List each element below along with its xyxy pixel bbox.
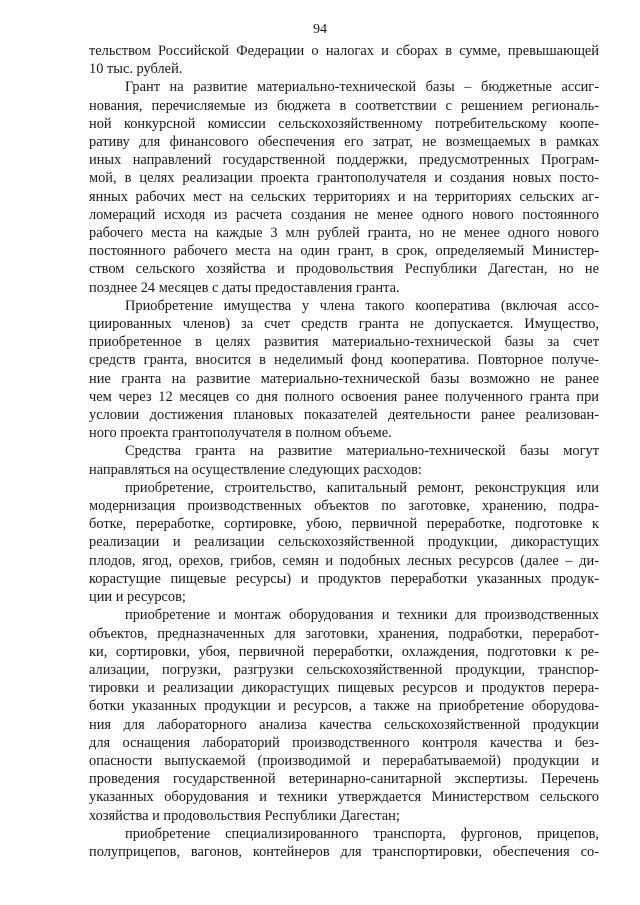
paragraph: [89, 42, 599, 78]
text-line: янных рабочих мест на сельских территориях и на территориях сельских аг-: [89, 188, 599, 205]
paragraph: [89, 297, 599, 443]
text-line: ния для лабораторного анализа качества сельскохозяйственной продукции: [89, 716, 599, 733]
text-line: модернизация производственных объектов по заготовке, хранению, подра-: [89, 498, 599, 515]
text-line: циированных членов) за счет средств гранта не допускается. Имущество,: [89, 316, 599, 333]
paragraph: [89, 479, 599, 606]
text-line: чем через 12 месяцев со дня полного освоения ранее полученного гранта при: [89, 388, 599, 405]
text-line: ративу для финансового обеспечения его затрат, не возмещаемых в рамках: [89, 134, 599, 151]
text-line: приобретение специализированного транспорта, фургонов, прицепов,: [125, 825, 599, 842]
text-line: плодов, ягод, орехов, грибов, семян и подобных лесных ресурсов (далее – ди-: [89, 552, 599, 569]
text-line: тельством Российской Федерации о налогах и сборах в сумме, превышающей: [89, 43, 599, 59]
text-line: Грант на развитие материально-технической базы – бюджетные ассиг-: [125, 79, 599, 96]
paragraph: [89, 442, 599, 478]
text-line: ломераций исходя из расчета создания не менее одного нового постоянного: [89, 206, 599, 223]
text-line: рабочего места на каждые 3 млн рублей гранта, но не менее одного нового: [89, 225, 599, 242]
paragraph: [89, 825, 599, 861]
text-line: ции и ресурсов;: [89, 589, 186, 606]
text-line: тировки и реализации дикорастущих пищевых ресурсов и продуктов перера-: [89, 680, 599, 697]
text-line: Приобретение имущества у члена такого кооператива (включая ассо-: [125, 297, 599, 314]
text-line: ализации, погрузки, разгрузки сельскохозяйственной продукции, транспор-: [89, 661, 599, 678]
text-line: ботке, переработке, сортировке, убою, первичной переработке, подготовке к: [89, 516, 599, 533]
text-line: опасности выпускаемой (производимой и перерабатываемой) продукции и: [89, 752, 599, 769]
text-line: постоянного рабочего места на один грант, в срок, определяемый Министер-: [89, 243, 599, 260]
text-line: ки, сортировки, убоя, первичной переработки, охлаждения, подготовки к ре-: [89, 643, 599, 660]
text-line: указанных оборудования и техники утверждается Министерством сельского: [89, 789, 599, 806]
paragraph: [89, 78, 599, 296]
text-line: иных направлений государственной поддержки, предусмотренных Програм-: [89, 152, 599, 169]
text-line: для оснащения лабораторий производственного контроля качества и без-: [89, 734, 599, 751]
text-line: Средства гранта на развитие материально-технической базы могут: [125, 443, 599, 460]
text-line: хозяйства и продовольствия Республики Дагестан;: [89, 807, 400, 824]
text-line: позднее 24 месяцев с даты предоставления гранта.: [89, 279, 400, 296]
text-line: направляться на осуществление следующих расходов:: [89, 461, 422, 478]
text-line: ного проекта грантополучателя в полном объеме.: [89, 425, 392, 442]
text-line: ботки указанных продукции и ресурсов, а также на приобретение оборудова-: [89, 698, 599, 715]
text-line: нования, перечисляемые из бюджета в соответствии с решением региональ-: [89, 97, 599, 114]
text-line: приобретение, строительство, капитальный ремонт, реконструкция или: [125, 479, 599, 496]
text-line: корастущие пищевые ресурсы) и продуктов переработки указанных продук-: [89, 570, 599, 587]
text-line: ством сельского хозяйства и продовольствия Республики Дагестан, но не: [89, 261, 599, 278]
text-line: полуприцепов, вагонов, контейнеров для транспортировки, обеспечения со-: [89, 843, 599, 860]
document-body: [89, 42, 599, 861]
text-line: объектов, предназначенных для заготовки, хранения, подработки, переработ-: [89, 625, 599, 642]
text-line: реализации и реализации сельскохозяйственной продукции, дикорастущих: [89, 534, 599, 551]
text-line: средств гранта, вносится в неделимый фонд кооператива. Повторное получе-: [89, 352, 599, 369]
text-line: 10 тыс. рублей.: [89, 61, 183, 78]
text-line: ной конкурсной комиссии сельскохозяйственному потребительскому коопе-: [89, 115, 599, 132]
page-number: 94: [313, 22, 327, 37]
text-line: условии достижения плановых показателей деятельности ранее реализован-: [89, 407, 599, 424]
text-line: приобретение и монтаж оборудования и техники для производственных: [125, 607, 599, 624]
text-line: мой, в целях реализации проекта грантополучателя и создания новых посто-: [89, 170, 599, 187]
paragraph: [89, 606, 599, 824]
text-line: приобретенное в целях развития материально-технической базы за счет: [89, 334, 599, 351]
text-line: ние гранта на развитие материально-технической базы возможно не ранее: [89, 370, 599, 387]
text-line: проведения государственной ветеринарно-санитарной экспертизы. Перечень: [89, 771, 599, 788]
